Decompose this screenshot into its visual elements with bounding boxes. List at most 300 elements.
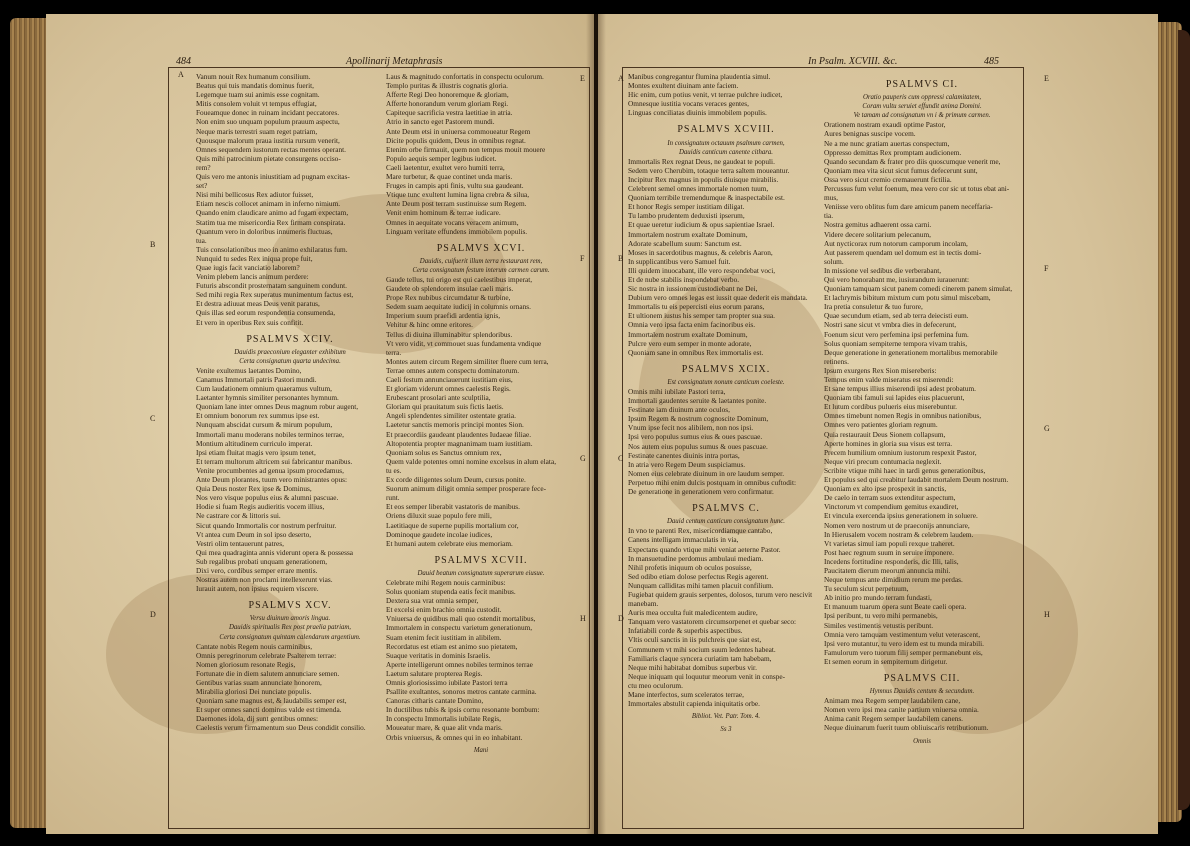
text-line: Nunquam abscidat cursum & mirum populum, [196,420,333,430]
book-gutter [586,14,606,834]
text-line: Gaude tellus, tui origo est qui caelestibus imperat, [386,274,533,284]
text-line: Quia Deus noster Rex ipse & Dominus, [196,484,312,494]
text-line: Nostras autem non proclami intellexerunt vias. [196,575,333,585]
text-line: Quoniam lane inter omnes Deus magnum robur augent, [196,402,359,412]
text-line: Ipsi vero mutantur, tu vero idem est tu munda mirabili. [824,638,985,648]
text-line: Neque tempus ante dimidium rerum me perdas. [824,575,963,585]
text-line: Laetanter hymnis similiter personantes hymnum. [196,393,339,403]
text-line: Canamus Immortali patris Pastori mundi. [196,375,317,384]
text-line: solum. [824,256,844,266]
text-line: Suorum animum diligit omnia semper prosperare fece- [386,484,547,494]
text-line: Et terram multorum altricem sui fabricantur manibus. [196,456,353,466]
text-line: Templo puritas & illustris cognatis gloria. [386,81,508,91]
text-line: Canens intelligam immaculatis in via, [628,535,739,545]
text-line: Afferte Regi Deo honoremque & gloriam, [386,90,509,100]
text-line: Qui mea quadraginta annis viderunt opera & possessa [196,547,354,557]
text-line: Nos autem eius populus sumus & oues pascuae. [628,441,768,451]
text-line: Ex corde diligentes solum Deum, cursus ponite. [386,475,526,485]
text-line: Moses in sacerdotibus magnus, & celebris Aaron, [628,247,773,257]
margin-letter-c: C [618,454,624,463]
text-line: Canoras citharis cantate Domino, [386,696,484,706]
text-line: Dicite populis quidem, Deus in omnibus regnat. [386,135,526,145]
text-line: Anima canit Regem semper laudabilem canens. [824,714,963,724]
text-line: Statim tua me misericordia Rex firmam conspirata. [196,217,346,227]
text-line: Venit enim hominum & terrae iudicare. [386,208,501,218]
text-line: Et lutum cordibus pulueris eius miserebuntur. [824,402,957,412]
text-line: Ipsi vero populus sumus eius & oues pascuae. [628,432,763,442]
text-line: Omnes sequendem iustorum rectas mentes operant. [196,144,346,154]
text-line: Celebrent semel omnes immortale nomen tuum, [628,184,769,194]
margin-letter-f: F [580,254,585,263]
text-line: Celebrate mihi Regem nouis carminibus: [386,577,506,587]
text-line: Similes vestimentis vetustis peribunt. [824,620,934,630]
text-line: Dubium vero omnes legas est iussit quae dederit eis mandata. [628,293,808,303]
margin-letter-g: G [580,454,586,463]
text-line: Vtique tunc exultent lumina ligna crebra & silua, [386,190,530,200]
text-line: Auris mea occulta fuit maledicentem audire, [628,608,758,618]
margin-letter-a: A [618,74,624,83]
text-line: Afferte honorandum verum gloriam Regi. [386,99,509,109]
text-line: Neque viri precum contumacia neglexit. [824,456,942,466]
text-line: Adorate scabellum suum: Sanctum est. [628,238,742,248]
text-line: Et manuum tuarum opera sunt Beate caeli opera. [824,602,967,612]
text-line: Etiam nescis collocet animam in inferno nimium. [196,199,341,209]
text-line: Aut passerem quendam uel domum est in tectis domi- [824,247,982,257]
text-line: Dextera sua vrat omnia semper, [386,596,479,606]
text-line: In vno te parenti Rex, misericordiamque cantabo, [628,526,773,536]
text-line: Neque iniquam qui loquutur meorum venit in conspe- [628,671,786,681]
text-line: Psallite exultantes, sonoros metros cantate carmina. [386,687,537,697]
text-line: Dixi vero, cordibus semper errare mentis. [196,565,318,575]
text-line: Et humani autem celebrate eius memoriam. [386,538,513,548]
text-line: Qui vero honorabant me, iusiurandum iurauerunt: [824,274,970,284]
right-column-1 [628,72,824,824]
text-line: Sicut quando Immortalis cor nostrum perfruitur. [196,520,337,530]
text-line: Perpetuo mihi enim dulcis postquam in omnibus cuftodit: [628,477,797,487]
page-number-left: 484 [176,56,191,67]
text-line: Quoniam sane in omnibus Rex immortalis est. [628,347,764,357]
text-line: Montes exultent diuinam ante faciem. [628,81,739,91]
text-line: Dominoque gaudete incolae iudices, [386,529,493,539]
text-line: tia. [824,211,834,221]
text-line: Neque maris terrestri suam reget patriam, [196,126,318,136]
text-line: Mirabilia gloriosi Dei nunciate populis. [196,687,312,697]
text-line: Montes autem circum Regem similiter fluere cum terra, [386,356,549,366]
text-line: Et destra adiuuat meas Deus venit paratus, [196,299,320,309]
text-line: Nomen vero nostrum ut de praeconijs annunciare, [824,520,970,530]
text-line: Omnes timebunt nomen Regis in omnibus nationibus, [824,411,982,421]
text-line: Laus & magnitudo confortatis in conspectu oculorum. [386,72,544,81]
text-line: Quoniam sane magnus est, & laudabilis semper est, [196,696,347,706]
text-line: Tuis consolationibus meo in animo exhilaratus fum. [196,244,348,254]
text-line: Terrae omnes autem conspectu dominatorum. [386,365,520,375]
text-line: De caelo in terram suos extenditur aspectum, [824,493,956,503]
text-line: runt. [386,493,400,503]
psalm-subtitle: Dauidis spiritualis Rex post praelia patriam, [229,624,351,632]
text-line: ctu meo oculorum. [628,680,683,690]
psalm-title: PSALMVS XCIV. [246,333,334,345]
text-line: Iurauit autem, non ipsius requiem viscere. [196,584,319,594]
text-line: Aures benignas suscipe vocem. [824,129,916,139]
text-line: Angeli splendentes similiter ostentate gratia. [386,411,516,421]
right-page [598,14,1158,834]
text-line: Omnis mihi iubilate Pastori terra, [628,387,726,396]
text-line: Vt antea cum Deum in sol ipso deserto, [196,529,312,539]
margin-letter-f: F [1044,264,1049,273]
text-line: In mansuetudine perdomus ambulaui mediam. [628,553,764,563]
text-line: Gloriam qui prauitatum suis fictis laetis. [386,402,504,412]
text-line: Quando secundam & frater pro diis quoscumque venerit me, [824,156,1001,166]
text-line: Hic enim, cum potius venit, vt terrae pulchre iudicet, [628,90,783,100]
text-line: Nomen gloriosum resonate Regis, [196,659,296,669]
text-line: Vnum ipse fecit nos alibilem, non nos ipsi. [628,423,754,433]
text-line: Quoniam mea vita sicut sicut fumus defecerunt sunt, [824,165,978,175]
text-line: Ante Deum etsi in uniuersa commoueatur Regem [386,126,531,136]
text-line: Nomen eius celebrate diuinum in ore laudum semper. [628,468,785,478]
text-line: Expectans quando vtique mihi veniat aeterne Pastor. [628,544,781,554]
text-line: Et excelsi enim brachio omnia custodit. [386,605,502,615]
text-line: Nostri sane sicut vt vmbra dies in defecerunt, [824,320,957,330]
text-line: Vestri olim tentauerunt patres, [196,538,284,548]
text-line: Communem vt mihi socium suum ledentes habeat. [628,644,776,654]
text-line: Et gloriam viderunt omnes caelestis Regis. [386,384,511,394]
margin-letter-e: E [1044,74,1049,83]
text-line: Foenum sicut vero perfemina ipsi perfemina fum. [824,329,969,339]
text-line: Illi quidem inuocabant, ille vero respondebat voci, [628,265,776,275]
text-line: Oriens diluxit suae populo fere mili, [386,511,492,521]
margin-letter-b: B [618,254,624,263]
text-line: set? [196,181,208,191]
text-line: In supplicantibus vero Samuel fuit. [628,256,731,266]
text-line: Nomen vero ipsi mea canite partium vniuersa omnia. [824,705,979,715]
text-line: Sed odibo etiam dolose perfectus Regis agerent. [628,571,769,581]
text-line: Mare turbetur, & quae continet unda maris. [386,172,513,182]
text-line: Et vincula exercenda ipsius generationem in soluere. [824,511,978,521]
text-line: Nos vero visque populus eius & alumni pascuae. [196,493,339,503]
left-column-2 [386,72,576,824]
text-line: Festinate canentes diuinis intra portas, [628,450,740,460]
text-line: Nihil profetis iniquum ob oculos posuisse, [628,562,752,572]
text-line: Vinctorum vt compendium gemitus exaudiret, [824,502,959,512]
text-line: Ante Deum plorantes, tuum vero ministrantes opus: [196,475,347,485]
text-line: Omnia vero ipsa facta enim facinoribus eis. [628,320,756,330]
text-line: Quae iugis facit vanciatio laborem? [196,262,300,272]
text-line: Incedens fortitudine responderis, dic Illi, talis, [824,556,959,566]
text-line: Tanquam vero vastatorem circumsorpenet et quebar seco: [628,617,797,627]
psalm-subtitle: Ve tamam ad consignatum vn i & primum carmen. [853,112,991,120]
text-line: In missione vel sedibus die verberabant, [824,265,942,275]
text-line: Pulcre vero eum semper in monte adorate, [628,338,752,348]
text-line: Futuris abscondit prosternatam sanguinem condunt. [196,281,347,291]
text-line: Venim plebem lancis animum perdere: [196,272,309,282]
text-line: In ductilibus tubis & ipsis cornu resonante bombum: [386,705,540,715]
margin-letter-g: G [1044,424,1050,433]
text-line: Veniisse vero oblitus fum dare amicum panem neceffaria- [824,202,993,212]
psalm-subtitle: Dauid beatum consignatum superarum eiusue. [417,569,545,577]
text-line: Festinate iam diuinum ante oculos, [628,405,730,415]
text-line: Laetitiaque de superne pupilis mortalium cor, [386,520,519,530]
text-line: Vanum nouit Rex humanum consilium. [196,72,311,81]
text-line: Ne a me nunc gratiam auertas conspectum, [824,138,950,148]
text-line: Gaudete ob splendorem insulae caeli maris. [386,284,514,294]
psalm-subtitle: Certa consignatum festum interum carmen carum. [412,266,550,274]
running-head-right: In Psalm. XCVIII. &c. [808,56,898,67]
text-line: Omnesque iustitia vocans veraces gentes, [628,99,749,109]
text-line: Omnis peregrinorum celebrate Psalterem terrae: [196,650,337,660]
text-line: Et omnium bonorum rex summus ipse est. [196,411,320,421]
text-line: Precem humilium omnium iustorum respexit Pastor, [824,447,977,457]
text-line: Deque generatione in generationem mortalibus memorabile [824,347,998,357]
text-line: Familiaris claque syncera curiatim tam habebam, [628,653,772,663]
text-line: Immortalis Rex regnat Deus, ne gaudeat te populi. [628,156,775,166]
text-line: Et honor Regis semper iustitiam diligat. [628,202,745,212]
text-line: tua. [196,235,207,245]
text-line: Beatus qui tuis mandatis dominus fuerit, [196,81,314,91]
text-line: Omnia vero tamquam vestimentum velut veterascent, [824,629,981,639]
text-line: Imperium suum praefidi ardentia ignis, [386,311,501,321]
psalm-subtitle: In consignatum octauum psalmum carmen, [667,139,785,147]
text-line: Caeli laetentur, exultet vero humiti terra, [386,162,505,172]
text-line: Fugiebat quidem grauis serpentes, dolosos, turum vero nescivit [628,589,813,599]
text-line: Vltis oculi sanctis in iis pulchreis que siat est, [628,635,762,645]
left-page [46,14,594,834]
running-head-left: Apollinarij Metaphrasis [346,56,443,67]
text-line: rem? [196,162,211,172]
psalm-title: PSALMVS C. [692,503,760,515]
text-line: Et vero in operibus Rex suis confitit. [196,317,304,327]
text-line: Quoniam ex alto ipse prospexit in sanctis, [824,484,947,494]
text-line: Omnis gloriosissimo iubilate Pastori terra [386,678,508,687]
text-line: Quia restaurauit Deus Sionem collapsum, [824,429,946,439]
text-line: manebam. [628,599,659,609]
text-line: Quis illas sed eorum respondentia consumenda, [196,308,336,318]
psalm-title: PSALMVS XCVI. [436,242,526,254]
text-line: Tempus enim valde miseratus est miserendi: [824,375,954,384]
psalm-subtitle: Dauidis praeconium eleganter exhibitum [234,348,346,356]
text-line: Linguam veritate effundens immobilem populis. [386,226,528,236]
margin-letter-d: D [150,610,156,619]
psalm-subtitle: Oratio pauperis cum oppressi calamitatem, [862,94,982,102]
text-line: Immortali gaudentes seruite & laetantes ponite. [628,396,767,406]
text-line: Immortalem in conspectu varietum generationum, [386,623,533,633]
text-line: Nunquam calliditas mihi tamen placuit confilium. [628,580,774,590]
text-line: Ante Deum post terram sustinuisse sum Regem. [386,199,527,209]
text-line: Montium altitudinem curriculo imperat. [196,438,313,448]
text-line: Nunquid tu sedes Rex iniqua prope fuit, [196,253,313,263]
text-line: Vt vero vidit, vt commouet suas fundamenta vndique [386,338,542,348]
catchword: Omnis [913,737,931,745]
text-line: terra. [386,347,402,357]
psalm-subtitle: Est consignatum nonum canticum coeleste. [667,378,785,386]
text-line: Cum laudationem omnium quaeramus vultum, [196,384,332,394]
text-line: Quis mihi patrocinium pietate consurgens occiso- [196,153,341,163]
text-line: Gentibus varias suam annunciate honorem, [196,678,322,687]
text-line: Immortales abstulit capienda iniquitatis orbe. [628,699,760,709]
text-line: Ira pretia consuletur & tuo furore, [824,302,923,312]
text-line: Capiteque sacrificia vestra laetitiae in atria. [386,108,513,118]
text-line: Et super omnes sancti dominus valde est timenda. [196,705,342,715]
text-line: Neque mihi habitabat domibus superbus vir. [628,662,757,672]
text-line: Etenim orbe firmauit, quem non tempus mouit mouere [386,144,546,154]
text-line: Venite procumbentes ad genua ipsum procedamus, [196,465,344,475]
text-line: Et lachrymis bibitum mixtum cum potu simul miscebam, [824,293,991,303]
text-line: Percussus fum velut foenum, mea vero cor sic ut totus ebat ani- [824,184,1010,194]
text-line: Ipsi etiam fluitat magis vero ipsum tenet, [196,447,316,457]
psalm-title: PSALMVS XCV. [248,600,332,612]
text-line: Et sane tempus illius miserendi ipsi adest probatum. [824,384,976,394]
text-line: Fruges in campis apti finis, vultu sua gaudeant. [386,181,524,191]
psalm-subtitle: Certa consignatum quarta undecima. [239,357,341,365]
text-line: Tu lambo prudentem deduxisti ipserum, [628,211,745,221]
text-line: Hodie si fuam Regis audieritis vocem illius, [196,502,325,512]
text-line: Neque diuinarum fuerit tuum obliuiscaris retributionum. [824,723,989,733]
margin-letter-d: D [618,614,624,623]
psalm-subtitle: Dauidis canticum canente cithara. [678,148,773,156]
text-line: Et eos semper liberabit vastatoris de manibus. [386,502,520,512]
text-line: Infatiabili corde & superbis aspectibus. [628,626,743,636]
text-line: mus, [824,193,838,203]
text-line: Et semen eorum in sempiternum dirigetur. [824,656,948,666]
text-line: Solus quoniam sempiterne tempora vivam trahis, [824,338,968,348]
text-line: Tellus di diuina illuminabitur splendoribus. [386,329,513,339]
text-line: Vniuersa de quidibus mali quo ostendit mortalibus, [386,614,536,624]
psalm-subtitle: Dauidis, cuifuerit illum terra restaurant rem, [419,257,543,265]
text-line: Aut nycticorax rum notorum camporum incolam, [824,238,968,248]
text-line: Foueamque donec in ruinam incidant peccatores. [196,108,340,118]
text-line: In atria vero Regem Deum suspiciamus. [628,459,746,469]
text-line: Linguas conciliatas diuinis immobilem populis. [628,108,767,118]
text-line: Ne castrare cor & littoris sui. [196,511,281,521]
text-line: Mane interfectos, sum sceleratos terrae, [628,690,744,699]
text-line: Et quae ueretur iudicium & opus sapientiae Israel. [628,220,775,230]
text-line: Suaque veritatis in dominis Israelis. [386,650,491,660]
footer-signature: Bibliot. Vet. Patr. Tom. 4. [691,713,761,721]
text-line: Moueatur mare, & quae alit vnda maris. [386,723,503,733]
text-line: Post haec regnum suum in seruire imponere. [824,547,954,557]
text-line: Caelestis verum firmamentum suo Deus condidit consilio. [196,723,366,733]
text-line: Omnes in aequitate vocans veracem animum, [386,217,519,227]
text-line: Immortali manu moderans nobiles terminos terrae, [196,429,344,439]
text-line: Quoniam solus es Sanctus omnium rex, [386,447,502,457]
margin-letter-b: B [150,240,156,249]
book-cover-edge [1178,30,1190,810]
psalm-subtitle: Coram vultu seruiet effundit anima Domini. [862,103,982,111]
psalm-subtitle: Hymnus Dauidis centum & secundum. [869,688,975,696]
text-line: Oppresso demittas Rex promptam audicionem. [824,147,962,157]
text-line: Quantum vero in doloribus innumeris fluctuas, [196,226,333,236]
text-line: Incipitur Rex magnus in populis diuisque mirabilis. [628,174,779,184]
left-page-edges [10,18,50,828]
text-line: De generatione in generationem vero confirmatur. [628,487,774,497]
text-line: Immortalem nostrum exaltate Dominum, [628,229,748,239]
text-line: Laetum salutare propterea Regis. [386,668,483,678]
text-line: Sed mihi regia Rex superatus munimentum factus est, [196,290,354,300]
psalm-subtitle: Certa consignatum quintam calendarum argentium. [219,633,361,641]
text-line: Nisi mihi bellicosus Rex adiutor fuisset, [196,190,314,200]
text-line: Non enim suo unquam populum prauum aspectu, [196,117,340,127]
text-line: Quis vero me antonis iniustitiam ad pugnam excitas- [196,172,350,182]
text-line: Et ultionem iustus his semper tam propter sua sua. [628,311,775,321]
text-line: Quousque malorum praua iustitia rursum venerit, [196,135,340,145]
text-line: Ipsi peribunt, tu vero mihi permanebis, [824,611,938,621]
text-line: Recordatus est etiam est animo suo pietatem, [386,641,518,651]
psalm-title: PSALMVS XCVIII. [677,124,775,136]
text-line: In Hierusalem vocem nostram & celebrem laudem. [824,529,974,539]
psalm-title: PSALMVS XCIX. [681,363,771,375]
text-line: Nostra gemitus adhaerent ossa carni. [824,220,932,230]
margin-letter-h: H [1044,610,1050,619]
text-line: Paucitatem dierum meorum annuncia mihi. [824,565,951,575]
text-line: Erubescant prosolari ante sculptilia, [386,393,491,403]
text-line: Ossa vero sicut cremio cremauerunt fictilia. [824,174,952,184]
text-line: Altopotentia propter magnanimam tuam iustitiam. [386,438,533,448]
psalm-title: PSALMVS XCVII. [434,554,528,566]
margin-letter-h: H [580,614,586,623]
text-line: Quae secundum etiam, sed ab terra deiecisti eum. [824,311,969,321]
text-line: Scribite vtique mihi haec in tardi genus generationibus, [824,465,986,475]
text-line: Caeli festum annunciauerunt iustitiam eius, [386,375,513,384]
psalm-title: PSALMVS CI. [885,79,959,90]
text-line: Quando enim claudicare animo ad fugam expectam, [196,208,349,218]
text-line: Et de nube stabilis inspondebat verbo. [628,274,740,284]
text-line: Atrio in sancto eget Pastorem mundi. [386,117,495,127]
left-column-1 [196,72,384,824]
right-column-2 [824,72,1020,824]
text-line: Omnes vero patientes gloriam regnum. [824,420,938,430]
text-line: Sedem suam aequitate iudicij in columnis ornans. [386,302,531,312]
text-line: Aperte homines in gloria sua visus est terra. [824,438,953,448]
text-line: Sub regalibus probati unquam generationem, [196,556,328,566]
text-line: tu es. [386,465,402,475]
text-line: Immortalis tu eis pepercisti eius eorum parans, [628,302,765,312]
text-line: Animam mea Regem semper laudabilem cane, [824,696,961,706]
text-line: Fortunate die in diem salutem annunciare semen. [196,668,340,678]
text-line: Daemones idola, dij sunt gentibus omnes: [196,714,319,724]
text-line: Orbis vniuersus, & omnes qui in eo inhabitant. [386,732,523,742]
margin-letter-c: C [150,414,156,423]
text-line: Laetetur sanctis memoris principi montes Sion. [386,420,524,430]
signature-mark: Ss 3 [720,726,732,734]
text-line: Ab initio pro mundo terram fundasti, [824,593,932,603]
text-line: Sic nostra in iussionem custodiebant ne Dei, [628,284,758,294]
text-line: Venite exultemus laetantes Domino, [196,365,302,375]
text-line: Ipsum Regem & nostrum cognoscite Dominum, [628,414,769,424]
text-line: Populo aequis semper legibus iudicet. [386,153,497,163]
psalm-subtitle: Dauid centum canticum consignatum hunc. [667,518,785,526]
margin-letter-e: E [580,74,585,83]
text-line: Prope Rex nubibus circumdatur & turbine, [386,293,511,303]
text-line: Quoniam tibi famuli sui lapides eius placuerunt, [824,393,965,403]
text-line: Et populus sed qui creabitur laudabit mortalem Deum nostrum. [824,475,1009,485]
margin-letter-a: A [178,70,184,79]
text-line: Manibus congregantur flumina plaudentia simul. [628,72,771,81]
psalm-title: PSALMVS CII. [883,673,961,684]
text-line: Orationem nostram exaudi optime Pastor, [824,120,946,130]
text-line: Vehitur & hinc omne eritores. [386,320,473,330]
text-line: Legemque tuam sui animis esse cognitam. [196,90,320,100]
catchword: Mani [473,746,489,754]
text-line: retinens. [824,356,849,366]
text-line: Immortalem nostrum exaltate Dominum, [628,329,748,339]
text-line: Quoniam tamquam sicut panem comedi cinerem panem simulat, [824,284,1013,294]
psalm-subtitle: Versu diuinum amoris lingua. [249,615,331,623]
text-line: Solus quoniam stupenda eatis fecit manibus. [386,587,516,597]
text-line: Mitis consolem voluit vt tempus effugiat, [196,99,317,109]
text-line: Aperte intelligerunt omnes nobiles terminos terrae [386,659,533,669]
text-line: Cantate nobis Regem nouis carminibus, [196,641,313,651]
text-line: Sedem vero Cherubim, totaque terra saltem moueantur. [628,165,790,175]
text-line: Ipsum exurgens Rex Sion misereberis: [824,365,937,375]
